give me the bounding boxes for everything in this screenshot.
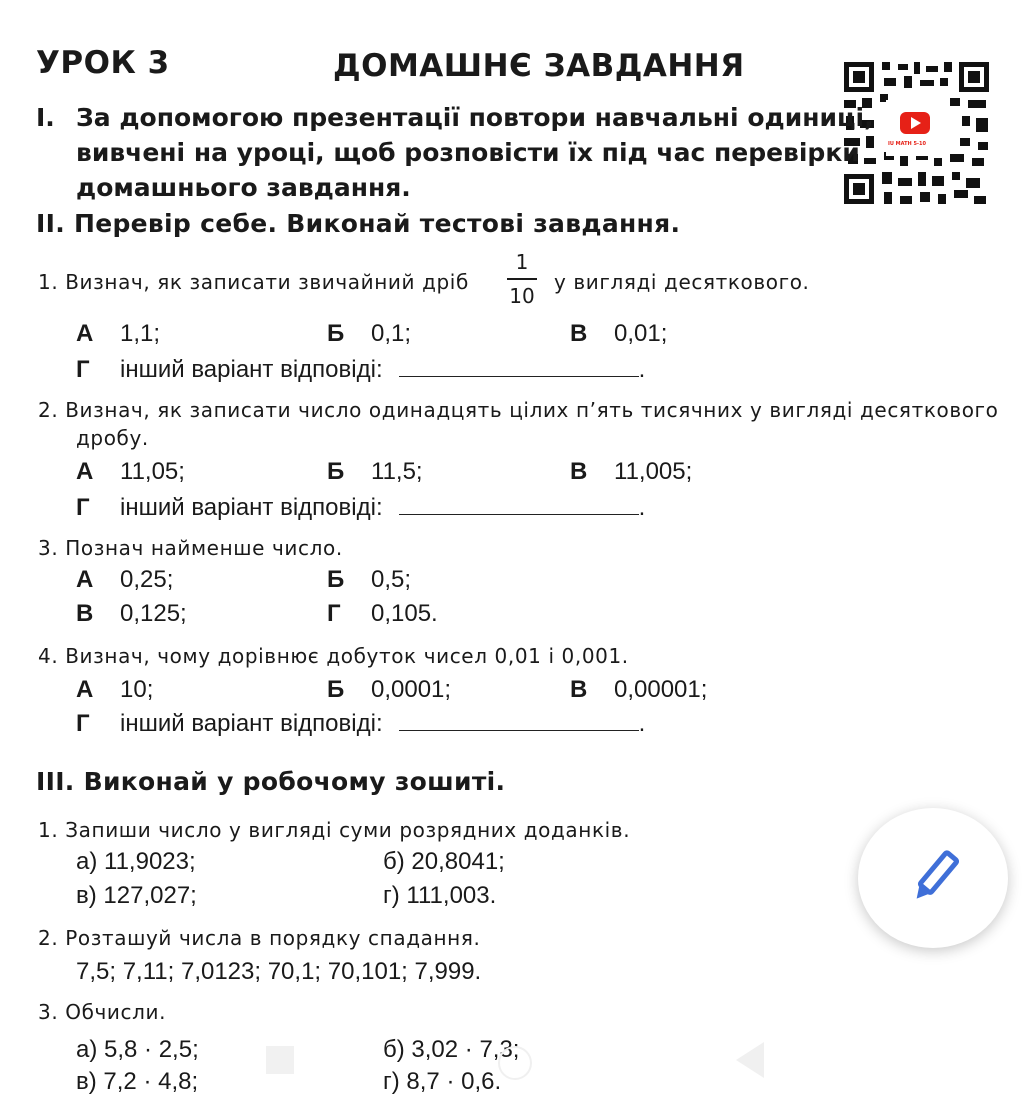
qr-caption: IU MATH 5-10 — [888, 141, 926, 147]
fraction-bar — [507, 278, 537, 280]
question-4-text: 4. Визнач, чому дорівнює добуток чисел 0,01 і 0,001. — [38, 644, 629, 668]
q1-option-d[interactable]: Г інший варіант відповіді: . — [76, 356, 646, 383]
q1-option-b[interactable]: Б 0,1; — [327, 320, 412, 347]
q3-option-a[interactable]: А 0,25; — [76, 566, 174, 593]
q4-answer-blank[interactable] — [399, 710, 639, 731]
fraction-denominator: 10 — [509, 284, 535, 308]
q4-option-a[interactable]: А 10; — [76, 676, 154, 703]
question-1-text-before: 1. Визнач, як записати звичайний дріб — [38, 270, 469, 294]
fraction — [500, 250, 544, 308]
section-2-title: II. Перевір себе. Виконай тестові завдання. — [36, 209, 681, 238]
q1-option-a[interactable]: А 1,1; — [76, 320, 161, 347]
task-1-item-c: в) 127,027; — [76, 882, 197, 909]
task-3-item-d: г) 8,7 · 0,6. — [383, 1068, 502, 1095]
task-2-numbers: 7,5; 7,11; 7,0123; 70,1; 70,101; 7,999. — [76, 958, 482, 985]
nav-back-icon[interactable] — [732, 1040, 766, 1080]
q4-option-d[interactable]: Г інший варіант відповіді: . — [76, 710, 646, 737]
section-3-title: III. Виконай у робочому зошиті. — [36, 767, 506, 796]
lesson-label: УРОК 3 — [36, 45, 170, 81]
section-1-line-1: За допомогою презентації повтори навчальні одиниці, — [76, 103, 874, 132]
q2-option-b[interactable]: Б 11,5; — [327, 458, 423, 485]
q2-option-d[interactable]: Г інший варіант відповіді: . — [76, 494, 646, 521]
edit-button[interactable] — [858, 808, 1008, 948]
fraction-numerator: 1 — [515, 250, 529, 274]
task-1-item-a: а) 11,9023; — [76, 848, 196, 875]
task-3-text: 3. Обчисли. — [38, 1000, 167, 1024]
q4-option-c[interactable]: В 0,00001; — [570, 676, 708, 703]
q3-option-b[interactable]: Б 0,5; — [327, 566, 412, 593]
question-2-line-1: 2. Визнач, як записати число одинадцять цілих п’ять тисячних у вигляді десяткового — [38, 398, 999, 422]
task-1-text: 1. Запиши число у вигляді суми розрядних доданків. — [38, 818, 631, 842]
section-1-line-3: домашнього завдання. — [76, 173, 411, 202]
q3-option-d[interactable]: Г 0,105. — [327, 600, 438, 627]
q2-option-a[interactable]: А 11,05; — [76, 458, 185, 485]
section-1-number: I. — [36, 103, 55, 132]
q3-option-c[interactable]: В 0,125; — [76, 600, 187, 627]
task-3-item-a: а) 5,8 · 2,5; — [76, 1036, 199, 1063]
q2-option-c[interactable]: В 11,005; — [570, 458, 693, 485]
section-1-line-2: вивчені на уроці, щоб розповісти їх під час перевірки — [76, 138, 860, 167]
q4-option-b[interactable]: Б 0,0001; — [327, 676, 452, 703]
task-1-item-d: г) 111,003. — [383, 882, 497, 909]
question-2-line-2: дробу. — [76, 426, 149, 450]
nav-square-icon[interactable] — [266, 1046, 294, 1074]
task-2-text: 2. Розташуй числа в порядку спадання. — [38, 926, 481, 950]
q1-option-c[interactable]: В 0,01; — [570, 320, 668, 347]
page-title: ДОМАШНЄ ЗАВДАННЯ — [333, 48, 745, 84]
task-3-item-b: б) 3,02 · 7,3; — [383, 1036, 520, 1063]
task-3-item-c: в) 7,2 · 4,8; — [76, 1068, 199, 1095]
pencil-icon — [909, 848, 959, 908]
q1-answer-blank[interactable] — [399, 356, 639, 377]
question-3-text: 3. Познач найменше число. — [38, 536, 343, 560]
nav-home-icon[interactable] — [498, 1046, 532, 1080]
q2-answer-blank[interactable] — [399, 494, 639, 515]
task-1-item-b: б) 20,8041; — [383, 848, 505, 875]
question-1-text-after: у вигляді десяткового. — [554, 270, 810, 294]
